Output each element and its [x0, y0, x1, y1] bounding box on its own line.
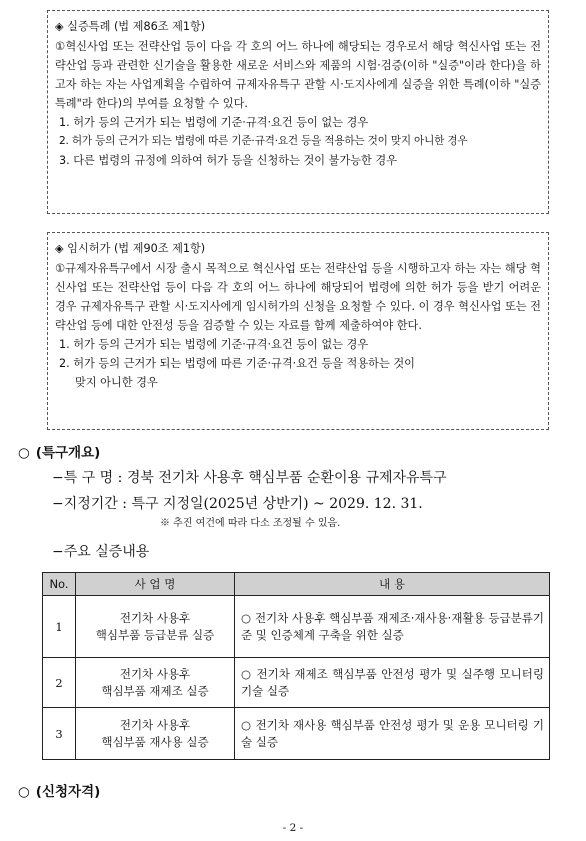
row-content: ○ 전기차 재사용 핵심부품 안전성 평가 및 운용 모니터링 기술 실증 — [235, 708, 550, 760]
table-row — [43, 596, 550, 658]
special-demo-item-3: 3. 다른 법령의 규정에 의하여 허가 등을 신청하는 것이 불가능한 경우 — [59, 154, 398, 167]
table-header-row — [43, 573, 550, 596]
special-demo-item-1: 1. 허가 등의 근거가 되는 법령에 기준·규격·요건 등이 없는 경우 — [59, 116, 369, 129]
row-no: 1 — [43, 596, 76, 658]
row-project — [76, 596, 235, 658]
section-overview-bullet: ○ — [18, 445, 30, 461]
row-project-line2: 핵심부품 등급분류 실증 — [95, 627, 215, 642]
page-number: - 2 - — [282, 822, 304, 834]
header-content: 내 용 — [235, 573, 550, 596]
temp-permit-paragraph: ①규제자유특구에서 시장 출시 목적으로 혁신사업 또는 전략산업 등을 시행하고자 하는 자는 해당 혁신사업 또는 전략산업 등이 다음 각 호의 어느 하나에 해당되어 법령에 의한 허가 등을 받기 어려운 경우 규제자유특구 관할 시·도지사에게 임시허가의 신청을 요청할 수 있다. 이 경우 혁신사업 또는 전략산업 등에 대한 안전성 등을 검증할 수 있는 자료를 함께 제출하여야 한다. — [55, 262, 541, 332]
demo-table — [42, 572, 550, 760]
row-project — [76, 708, 235, 760]
section-eligibility-title: (신청자격) — [35, 784, 101, 800]
adjustment-note: ※ 추진 여건에 따라 다소 조정될 수 있음. — [160, 518, 341, 529]
main-demo-label: −주요 실증내용 — [52, 544, 150, 560]
temp-permit-item-2-cont: 맞지 아니한 경우 — [75, 376, 158, 389]
table-row — [43, 658, 550, 708]
row-project-line1: 전기차 사용후 — [119, 666, 191, 681]
row-no: 2 — [43, 658, 76, 708]
table-row — [43, 708, 550, 760]
row-project — [76, 658, 235, 708]
row-project-line2: 핵심부품 재제조 실증 — [101, 683, 209, 698]
row-no: 3 — [43, 708, 76, 760]
special-demo-paragraph: ①혁신사업 또는 전략산업 등이 다음 각 호의 어느 하나에 해당되는 경우로서 해당 혁신사업 또는 전략산업 등과 관련한 신기술을 활용한 새로운 서비스와 제품의 시험·검증(이하 "실증"이라 한다)을 하고자 하는 자는 사업계획을 수립하여 규제자유특구 관할 시·도지사에게 실증을 위한 특례(이하 "실증특례"라 한다)의 부여를 요청할 수 있다. — [55, 40, 541, 110]
section-overview-title: (특구개요) — [35, 445, 101, 461]
row-project-line1: 전기차 사용후 — [119, 610, 191, 625]
temp-permit-item-1: 1. 허가 등의 근거가 되는 법령에 기준·규격·요건 등이 없는 경우 — [59, 338, 369, 351]
header-project: 사 업 명 — [76, 573, 235, 596]
zone-name: −특 구 명 : 경북 전기차 사용후 핵심부품 순환이용 규제자유특구 — [52, 470, 447, 486]
temp-permit-box — [47, 232, 549, 430]
section-eligibility-heading — [18, 780, 100, 800]
section-overview-heading — [18, 441, 100, 461]
header-no: No. — [43, 573, 76, 596]
temp-permit-heading: ◈ 임시허가 (법 제90조 제1항) — [55, 242, 206, 255]
row-project-line2: 핵심부품 재사용 실증 — [101, 734, 209, 749]
section-eligibility-bullet: ○ — [18, 784, 30, 800]
row-content: ○ 전기차 사용후 핵심부품 재제조·재사용·재활용 등급분류기준 및 인증체계 구축을 위한 실증 — [235, 596, 550, 658]
row-content: ○ 전기차 재제조 핵심부품 안전성 평가 및 실주행 모니터링 기술 실증 — [235, 658, 550, 708]
row-project-line1: 전기차 사용후 — [119, 717, 191, 732]
special-demo-box — [47, 10, 549, 214]
special-demo-heading: ◈ 실증특례 (법 제86조 제1항) — [55, 20, 206, 33]
special-demo-item-2: 2. 허가 등의 근거가 되는 법령에 따른 기준·규격·요건 등을 적용하는 것이 맞지 아니한 경우 — [59, 135, 468, 147]
designation-period: −지정기간 : 특구 지정일(2025년 상반기) ~ 2029. 12. 31. — [52, 496, 423, 512]
temp-permit-item-2: 2. 허가 등의 근거가 되는 법령에 따른 기준·규격·요건 등을 적용하는 것이 — [59, 357, 415, 370]
